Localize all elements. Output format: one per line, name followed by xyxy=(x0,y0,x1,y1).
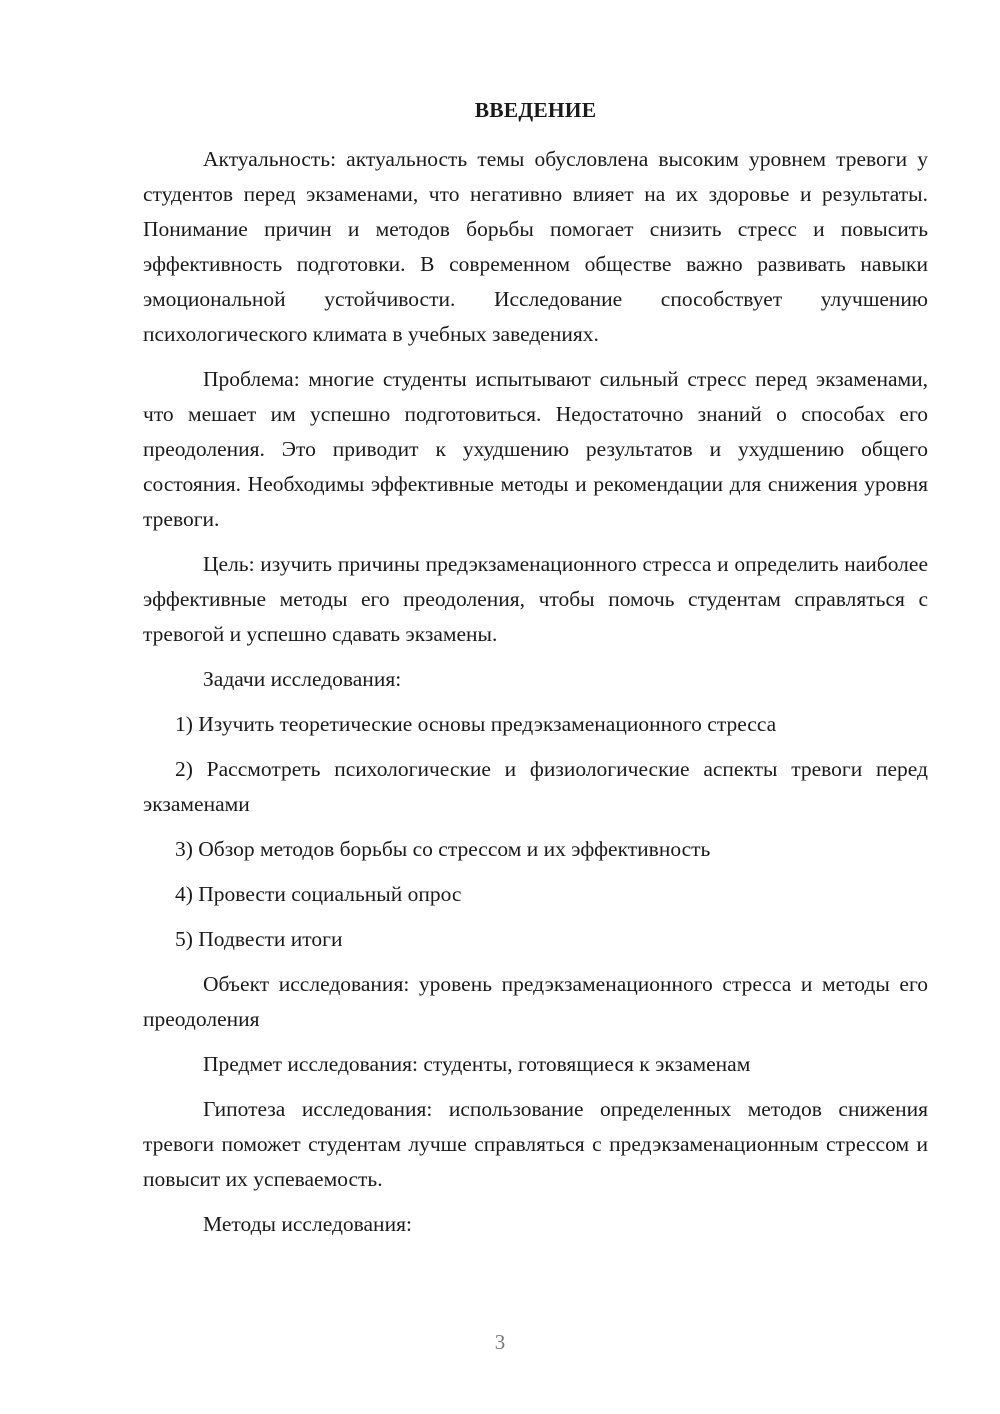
task-item-3: 3) Обзор методов борьбы со стрессом и их эффективность xyxy=(175,837,711,861)
task-item-2: 2) Рассмотреть психологические и физиологические аспекты тревоги перед экзаменами xyxy=(143,757,928,816)
subject-paragraph: Предмет исследования: студенты, готовящиеся к экзаменам xyxy=(203,1052,751,1076)
task-item-1: 1) Изучить теоретические основы предэкзаменационного стресса xyxy=(175,712,777,736)
goal-paragraph: Цель: изучить причины предэкзаменационного стресса и определить наиболее эффективные методы его преодоления, чтобы помочь студентам справляться с тревогой и успешно сдавать экзамены. xyxy=(143,552,928,646)
task-item-4: 4) Провести социальный опрос xyxy=(175,882,462,906)
methods-paragraph: Методы исследования: xyxy=(203,1212,412,1236)
document-page xyxy=(143,93,928,1252)
task-item-5: 5) Подвести итоги xyxy=(175,927,343,951)
hypothesis-paragraph: Гипотеза исследования: использование определенных методов снижения тревоги поможет студентам лучше справляться с предэкзаменационным стрессом и повысит их успеваемость. xyxy=(143,1097,928,1191)
page-number: 3 xyxy=(494,1330,506,1354)
tasks-heading: Задачи исследования: xyxy=(203,667,402,691)
relevance-paragraph: Актуальность: актуальность темы обусловлена высоким уровнем тревоги у студентов перед экзаменами, что негативно влияет на их здоровье и результаты. Понимание причин и методов борьбы помогает снизить стресс и повысить эффективность подготовки. В современном обществе важно развивать навыки эмоциональной устойчивости. Исследование способствует улучшению психологического климата в учебных заведениях. xyxy=(143,147,928,346)
page-title: ВВЕДЕНИЕ xyxy=(474,98,597,122)
object-paragraph: Объект исследования: уровень предэкзаменационного стресса и методы его преодоления xyxy=(143,972,928,1031)
problem-paragraph: Проблема: многие студенты испытывают сильный стресс перед экзаменами, что мешает им успешно подготовиться. Недостаточно знаний о способах его преодоления. Это приводит к ухудшению результатов и ухудшению общего состояния. Необходимы эффективные методы и рекомендации для снижения уровня тревоги. xyxy=(143,367,928,531)
